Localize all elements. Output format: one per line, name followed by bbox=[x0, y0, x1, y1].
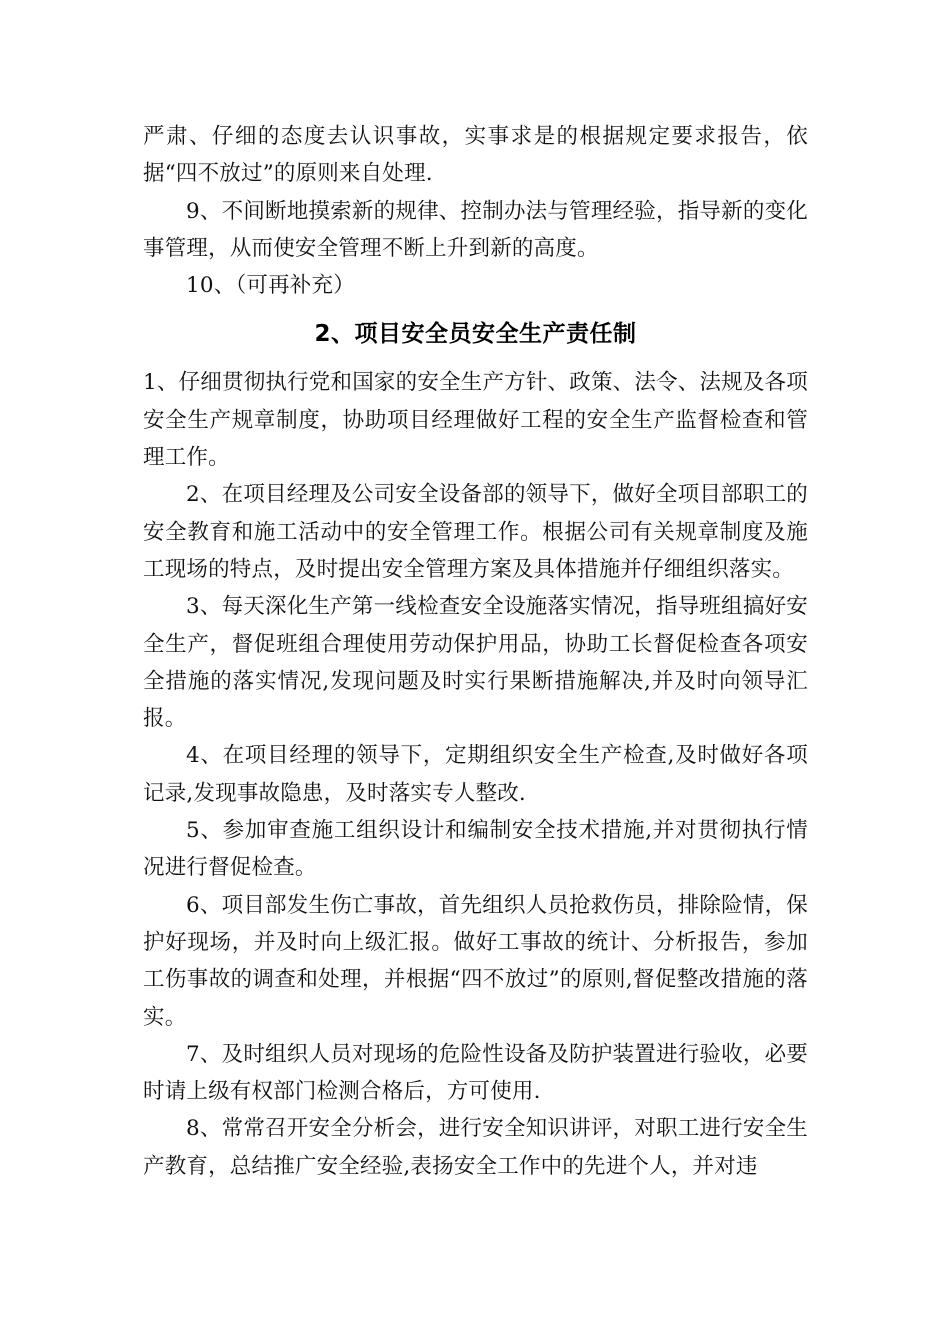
paragraph-duty-6: 6、项目部发生伤亡事故，首先组织人员抢救伤员，排除险情，保护好现场，并及时向上级汇报。做好工事故的统计、分析报告，参加工伤事故的调查和处理，并根据“四不放过”的原则,督促整改措施的落实。 bbox=[143, 892, 808, 1030]
paragraph-item-10: 10、（可再补充） bbox=[186, 273, 355, 299]
paragraph-duty-8: 8、常常召开安全分析会，进行安全知识讲评，对职工进行安全生产教育，总结推广安全经验,表扬安全工作中的先进个人，并对违 bbox=[143, 1116, 808, 1179]
paragraph-item-9: 9、不间断地摸索新的规律、控制办法与管理经验，指导新的变化事管理，从而使安全管理不断上升到新的高度。 bbox=[143, 198, 808, 261]
paragraph-duty-7: 7、及时组织人员对现场的危险性设备及防护装置进行验收，必要时请上级有权部门检测合格后，方可使用. bbox=[143, 1041, 808, 1105]
paragraph-duty-5: 5、参加审查施工组织设计和编制安全技术措施,并对贯彻执行情况进行督促检查。 bbox=[143, 818, 808, 881]
paragraph-duty-1: 1、仔细贯彻执行党和国家的安全生产方针、政策、法令、法规及各项安全生产规章制度，协助项目经理做好工程的安全生产监督检查和管理工作。 bbox=[143, 370, 808, 471]
paragraph-continuation: 严肃、仔细的态度去认识事故，实事求是的根据规定要求报告，依据“四不放过”的原则来自处理. bbox=[143, 124, 808, 187]
paragraph-duty-3: 3、每天深化生产第一线检查安全设施落实情况，指导班组搞好安全生产，督促班组合理使用劳动保护用品，协助工长督促检查各项安全措施的落实情况,发现问题及时实行果断措施解决,并及时向领导汇报。 bbox=[143, 594, 808, 732]
section-heading: 2、项目安全员安全生产责任制 bbox=[314, 321, 637, 348]
paragraph-duty-2: 2、在项目经理及公司安全设备部的领导下，做好全项目部职工的安全教育和施工活动中的安全管理工作。根据公司有关规章制度及施工现场的特点，及时提出安全管理方案及具体措施并仔细组织落实。 bbox=[143, 482, 808, 582]
paragraph-duty-4: 4、在项目经理的领导下，定期组织安全生产检查,及时做好各项记录,发现事故隐患，及时落实专人整改. bbox=[143, 743, 808, 806]
document-body bbox=[143, 118, 808, 1185]
